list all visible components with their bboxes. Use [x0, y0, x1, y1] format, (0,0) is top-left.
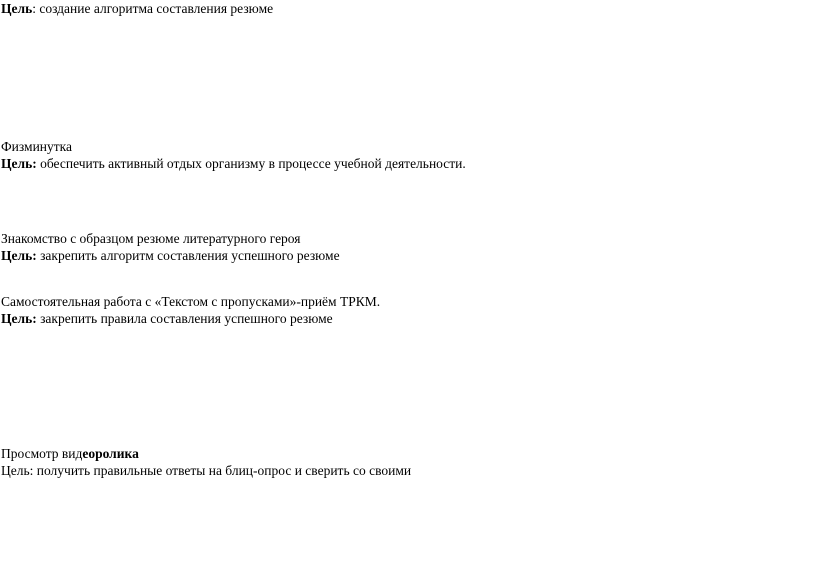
goal-line-3 [1, 248, 340, 264]
section-title-video-plain: Просмотр вид [1, 446, 83, 461]
goal-line-4 [1, 311, 333, 327]
goal-text: : создание алгоритма составления резюме [32, 1, 274, 16]
goal-label: Цель: [1, 311, 37, 326]
goal-line-2 [1, 156, 466, 172]
goal-text: закрепить алгоритм составления успешного резюме [36, 248, 340, 263]
section-title-video [1, 446, 139, 462]
section-title-fizminutka: Физминутка [1, 139, 73, 154]
goal-text: обеспечить активный отдых организму в процессе учебной деятельности. [36, 156, 466, 171]
goal-line-1 [1, 1, 273, 17]
goal-label: Цель [1, 1, 33, 16]
section-title-sample-resume: Знакомство с образцом резюме литературного героя [1, 231, 301, 246]
goal-label: Цель: [1, 156, 37, 171]
goal-line-5: Цель: получить правильные ответы на блиц-опрос и сверить со своими [1, 463, 412, 478]
goal-label: Цель: [1, 248, 37, 263]
section-title-independent-work: Самостоятельная работа с «Текстом с пропусками»-приём ТРКМ. [1, 294, 381, 309]
goal-text: закрепить правила составления успешного резюме [36, 311, 333, 326]
section-title-video-bold: еоролика [82, 446, 139, 461]
